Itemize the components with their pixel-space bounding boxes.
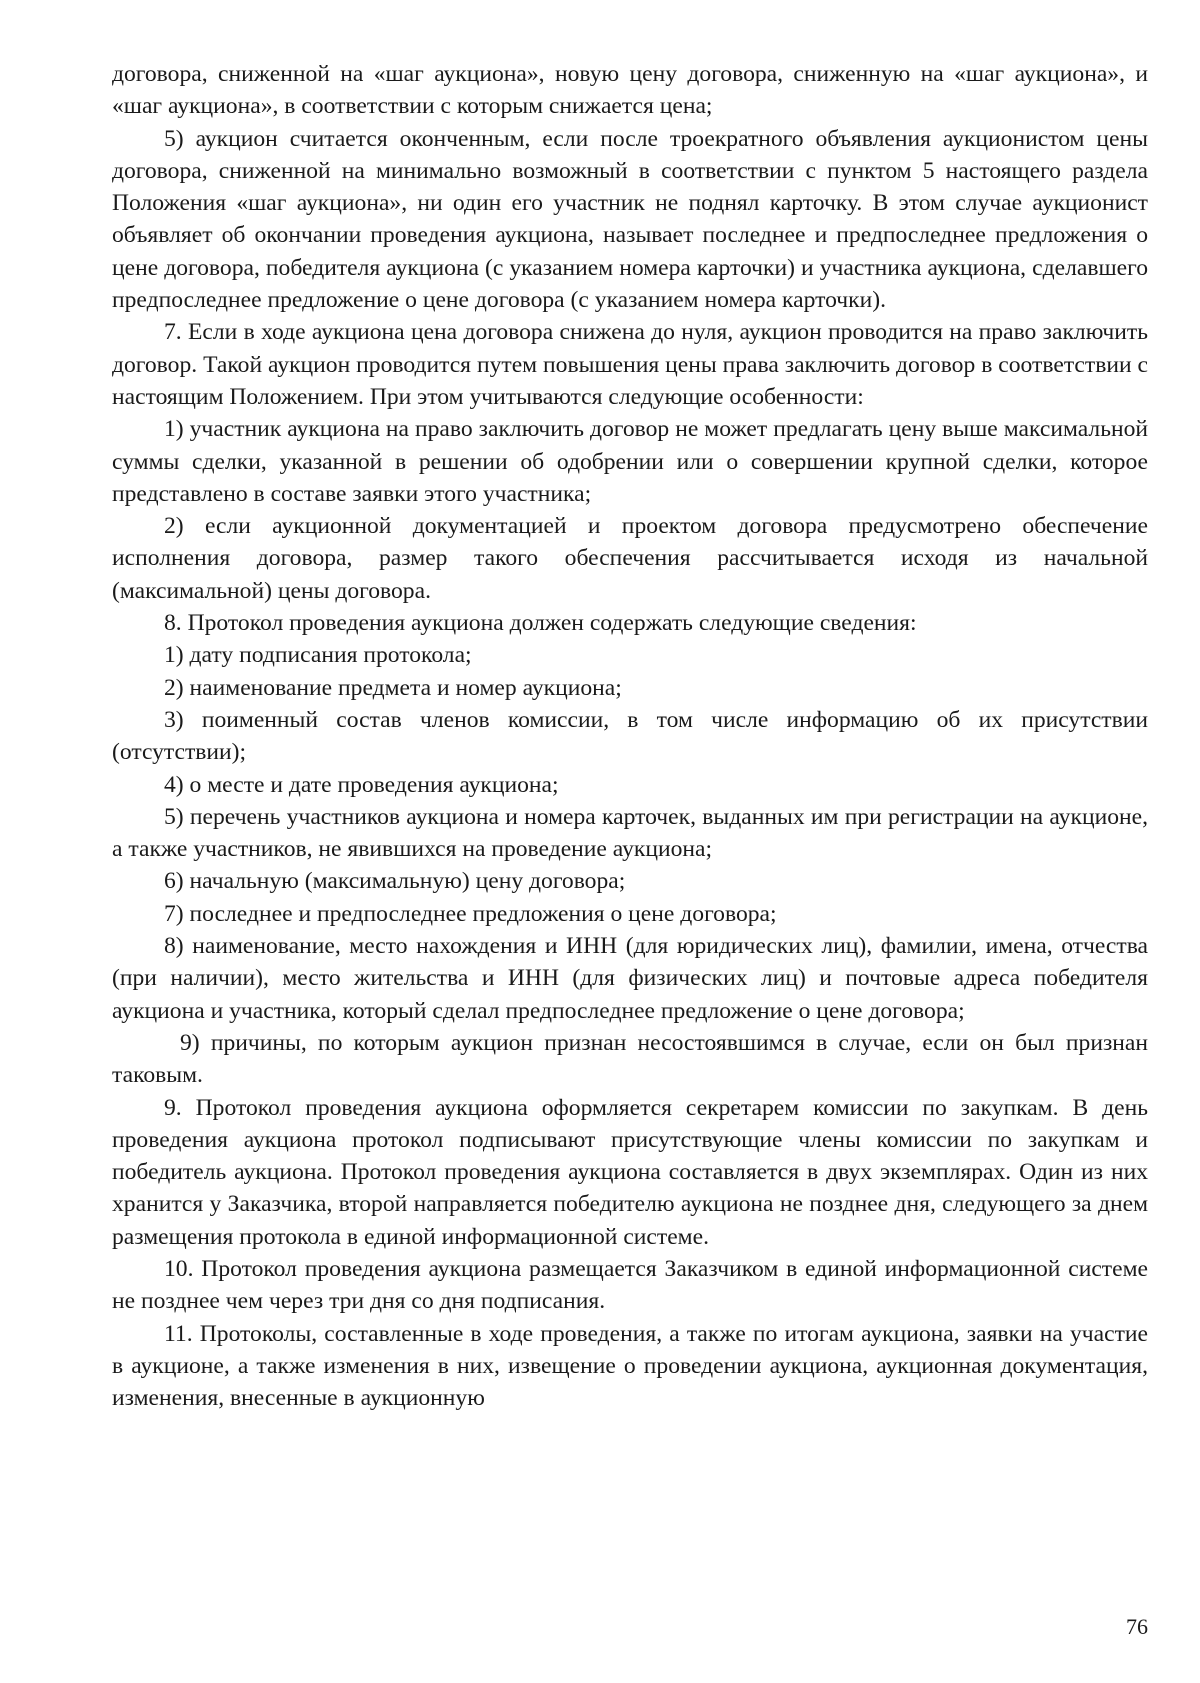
page-number: 76	[1126, 1614, 1148, 1639]
paragraph-section-8-item-2: 2) наименование предмета и номер аукциона;	[164, 674, 622, 701]
paragraph-section-8-item-7: 7) последнее и предпоследнее предложения о цене договора;	[164, 900, 777, 927]
paragraph-section-9: 9. Протокол проведения аукциона оформляется секретарем комиссии по закупкам. В день проведения аукциона протокол подписывают присутствующие члены комиссии по закупкам и победитель аукциона. Протокол проведения аукциона составляется в двух экземплярах. Один из них хранится у Заказчика, второй направляется победителю аукциона не позднее дня, следующего за днем размещения протокола в единой информационной системе.	[112, 1094, 1148, 1250]
paragraph-section-8-item-3: 3) поименный состав членов комиссии, в том числе информацию об их присутствии (отсутствии);	[112, 706, 1148, 766]
paragraph-item-5-auction-end: 5) аукцион считается оконченным, если после троекратного объявления аукционистом цены договора, сниженной на минимально возможный в соответствии с пунктом 5 настоящего раздела Положения «шаг аукциона», ни один его участник не поднял карточку. В этом случае аукционист объявляет об окончании проведения аукциона, называет последнее и предпоследнее предложения о цене договора, победителя аукциона (с указанием номера карточки) и участника аукциона, сделавшего предпоследнее предложение о цене договора (с указанием номера карточки).	[112, 125, 1148, 314]
paragraph-section-7-item-2: 2) если аукционной документацией и проектом договора предусмотрено обеспечение исполнения договора, размер такого обеспечения рассчитывается исходя из начальной (максимальной) цены договора.	[112, 513, 1148, 604]
paragraph-section-8-item-9: 9) причины, по которым аукцион признан несостоявшимся в случае, если он был признан таковым.	[112, 1029, 1148, 1089]
paragraph-section-10: 10. Протокол проведения аукциона размещается Заказчиком в единой информационной системе не позднее чем через три дня со дня подписания.	[112, 1255, 1148, 1315]
paragraph-section-8: 8. Протокол проведения аукциона должен содержать следующие сведения:	[164, 610, 917, 637]
paragraph-section-8-item-6: 6) начальную (максимальную) цену договора;	[164, 868, 626, 895]
document-page	[112, 58, 1148, 1414]
paragraph-section-7-item-1: 1) участник аукциона на право заключить договор не может предлагать цену выше максимальной суммы сделки, указанной в решении об одобрении или о совершении крупной сделки, которое представлено в составе заявки этого участника;	[112, 416, 1148, 507]
paragraph-section-7: 7. Если в ходе аукциона цена договора снижена до нуля, аукцион проводится на право заключить договор. Такой аукцион проводится путем повышения цены права заключить договор в соответствии с настоящим Положением. При этом учитываются следующие особенности:	[112, 319, 1148, 410]
paragraph-section-8-item-1: 1) дату подписания протокола;	[164, 642, 472, 669]
paragraph-section-8-item-8: 8) наименование, место нахождения и ИНН (для юридических лиц), фамилии, имена, отчества (при наличии), место жительства и ИНН (для физических лиц) и почтовые адреса победителя аукциона и участника, который сделал предпоследнее предложение о цене договора;	[112, 933, 1148, 1024]
paragraph-section-8-item-4: 4) о месте и дате проведения аукциона;	[164, 771, 559, 798]
paragraph-section-8-item-5: 5) перечень участников аукциона и номера карточек, выданных им при регистрации на аукционе, а также участников, не явившихся на проведение аукциона;	[112, 803, 1148, 863]
paragraph-section-11: 11. Протоколы, составленные в ходе проведения, а также по итогам аукциона, заявки на участие в аукционе, а также изменения в них, извещение о проведении аукциона, аукционная документация, изменения, внесенные в аукционную	[112, 1320, 1148, 1412]
paragraph-continuation: договора, сниженной на «шаг аукциона», новую цену договора, сниженную на «шаг аукциона», и «шаг аукциона», в соответствии с которым снижается цена;	[112, 61, 1148, 120]
